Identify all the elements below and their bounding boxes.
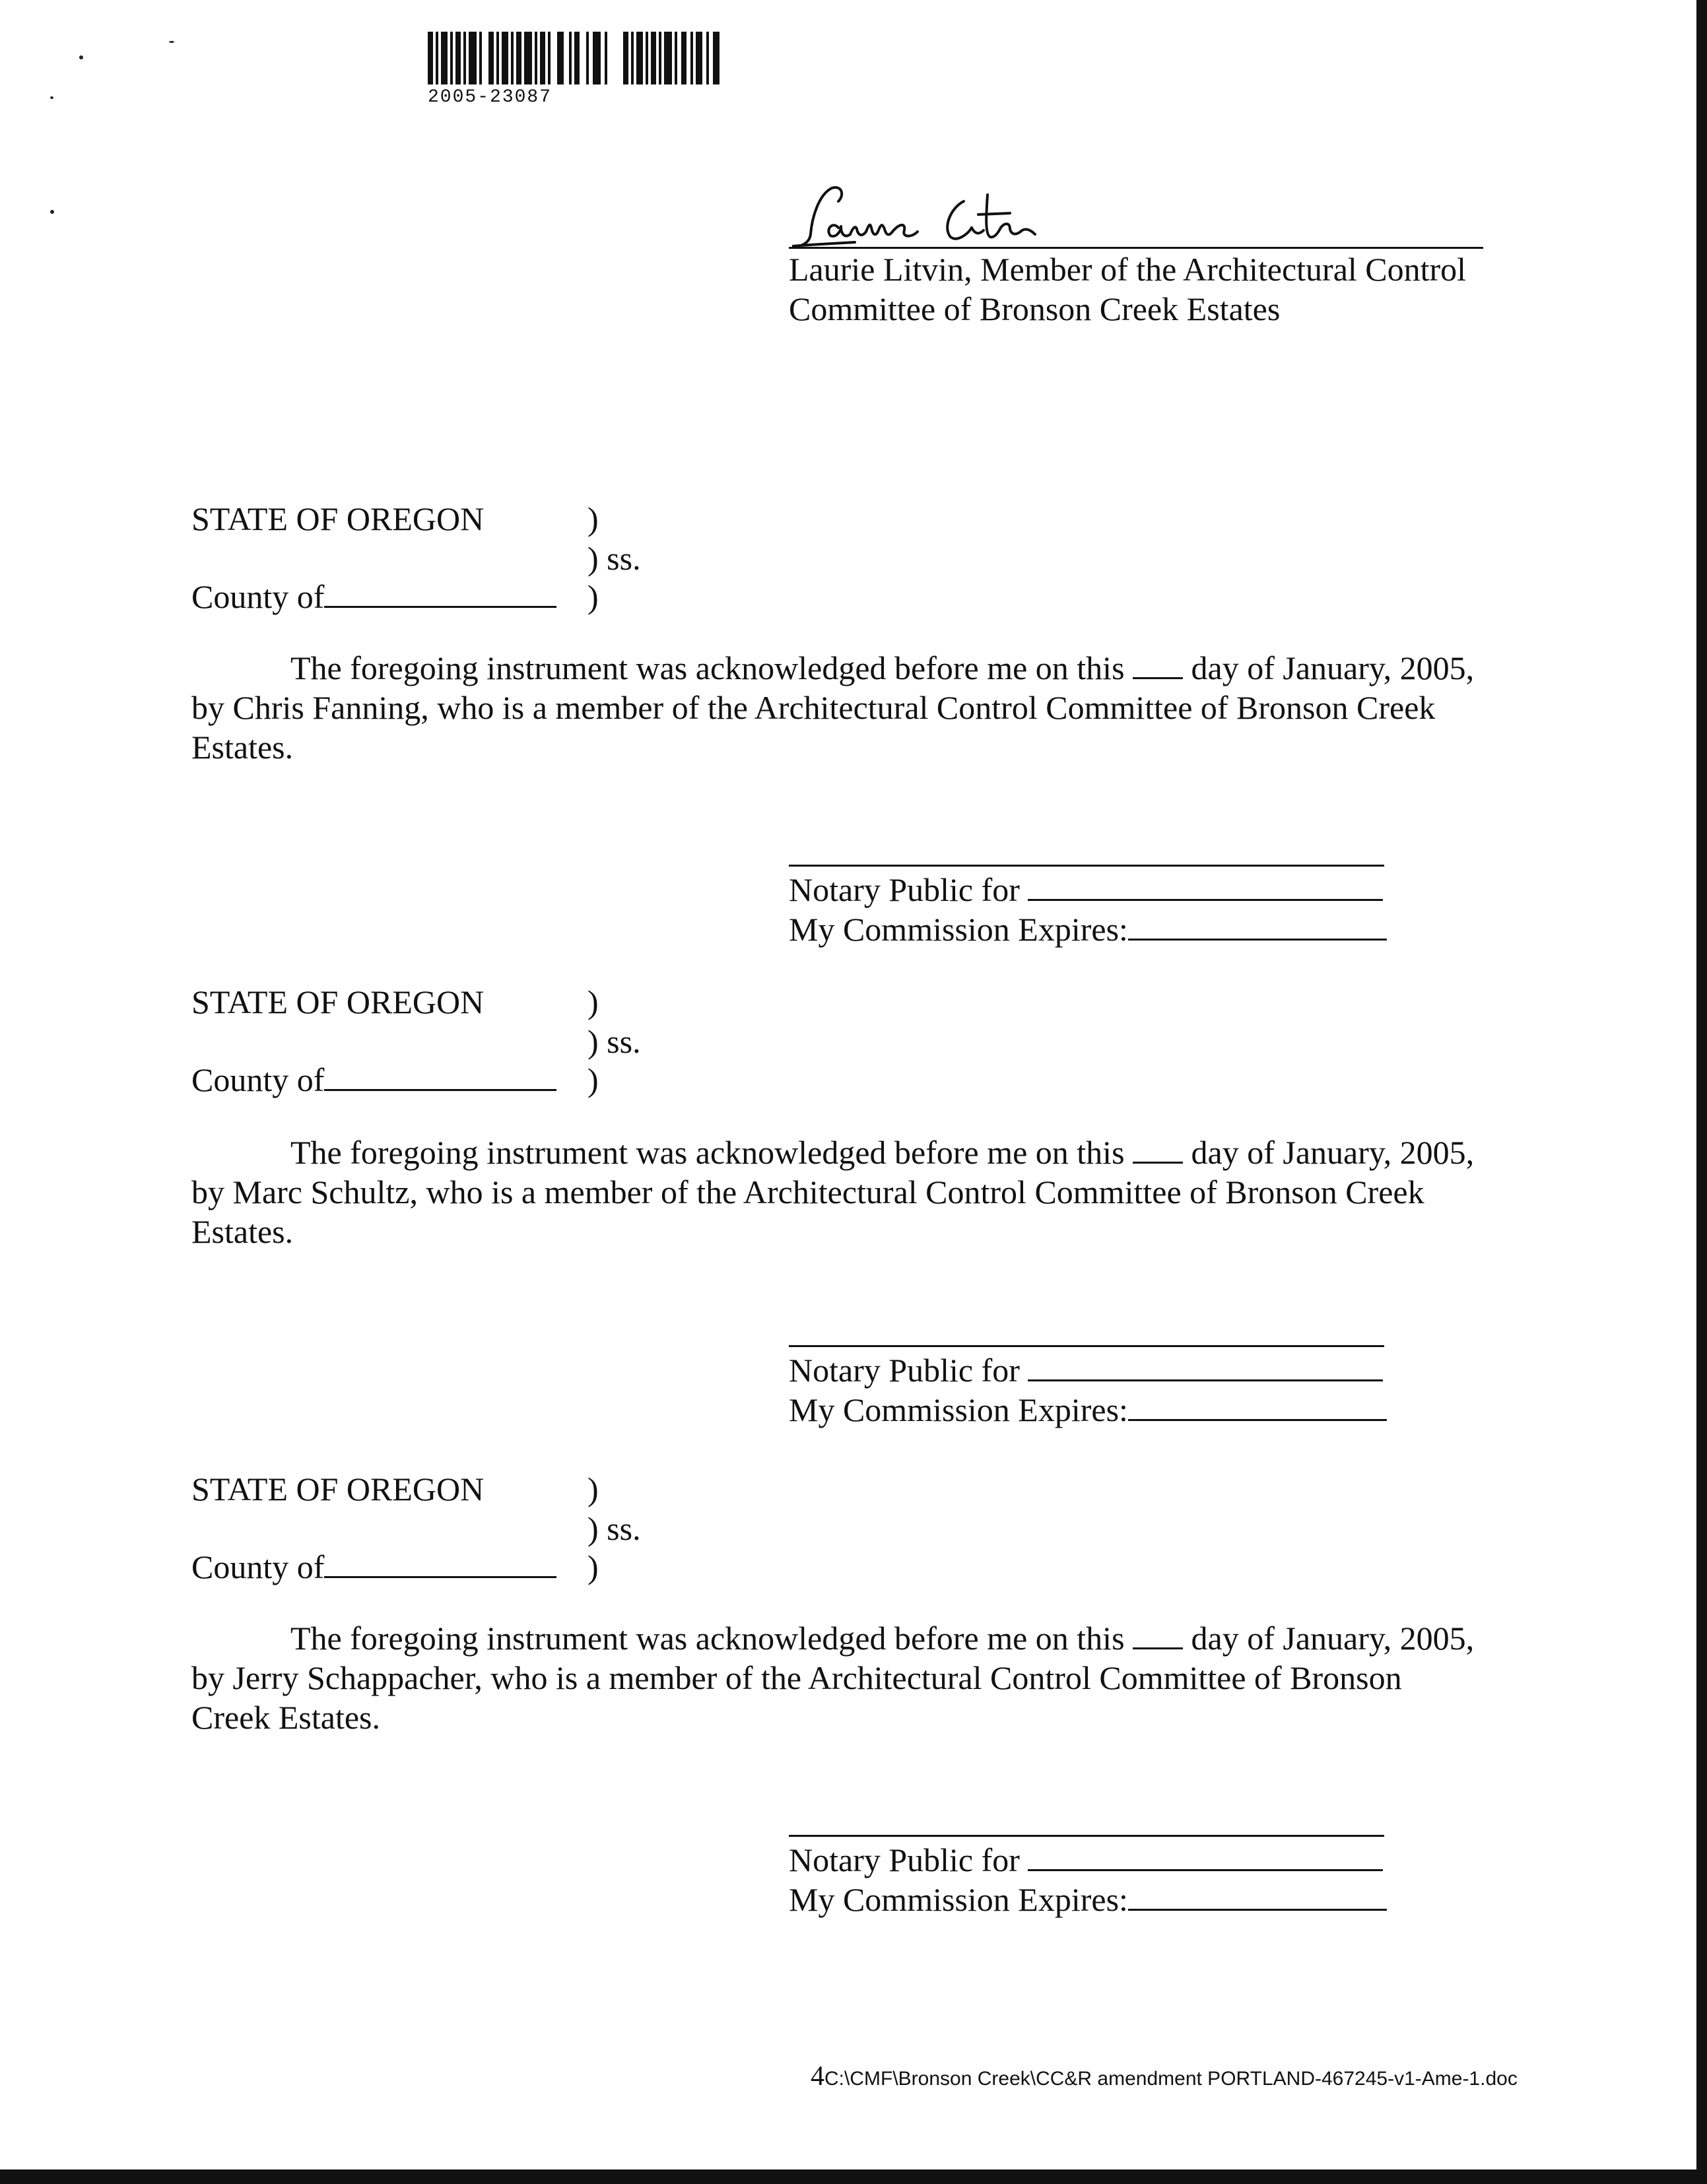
- acknowledgment-line-2: by Chris Fanning, who is a member of the Architectural Control Committee of Bronson Creek: [191, 689, 1436, 726]
- venue-paren: ): [587, 578, 599, 615]
- commission-blank: [1128, 1393, 1387, 1421]
- notary-signature-line: [789, 1345, 1384, 1347]
- venue-paren: ): [587, 1548, 599, 1585]
- venue-county-label: County of: [191, 1061, 325, 1098]
- notary-state-blank: [1028, 1843, 1383, 1871]
- venue-county: [191, 1060, 556, 1100]
- barcode-icon: [428, 32, 725, 95]
- venue-county: [191, 577, 556, 616]
- scan-speck: [169, 41, 174, 43]
- scan-speck: [79, 55, 83, 59]
- acknowledgment-line-1: The foregoing instrument was acknowledged before me on this day of January, 2005,: [290, 649, 1475, 686]
- notary-public-for: Notary Public for: [789, 870, 1383, 910]
- venue-county: [191, 1547, 556, 1587]
- venue-county-label: County of: [191, 578, 325, 615]
- acknowledgment-line-2: by Jerry Schappacher, who is a member of the Architectural Control Committee of Bronson: [191, 1659, 1402, 1696]
- venue-paren: ): [587, 1061, 599, 1098]
- acknowledgment-paragraph: [191, 648, 1485, 767]
- notary-public-for: Notary Public for: [789, 1350, 1383, 1390]
- venue-paren: ): [587, 983, 599, 1020]
- scan-speck: [50, 96, 53, 99]
- venue-paren: ): [587, 1471, 599, 1507]
- document-footer: [811, 2061, 1518, 2092]
- page-number: 4: [811, 2061, 824, 2092]
- venue-county-label: County of: [191, 1548, 325, 1585]
- notary-commission: My Commission Expires:: [789, 910, 1387, 949]
- venue-ss: ) ss.: [587, 1510, 641, 1547]
- venue-ss: ) ss.: [587, 540, 641, 577]
- commission-blank: [1128, 1882, 1387, 1911]
- venue-ss: ) ss.: [587, 1023, 641, 1060]
- county-blank: [324, 1063, 556, 1091]
- acknowledgment-line-1: The foregoing instrument was acknowledged before me on this day of January, 2005,: [290, 1620, 1475, 1657]
- acknowledgment-line-1: The foregoing instrument was acknowledged before me on this day of January, 2005,: [290, 1134, 1475, 1171]
- signature-line: [789, 247, 1483, 249]
- county-blank: [324, 579, 556, 608]
- acknowledgment-line-2: by Marc Schultz, who is a member of the Architectural Control Committee of Bronson Creek: [191, 1174, 1424, 1210]
- county-blank: [324, 1550, 556, 1578]
- day-blank: [1133, 1621, 1183, 1649]
- venue-state: STATE OF OREGON: [191, 1471, 485, 1507]
- venue-paren: ): [587, 500, 599, 537]
- day-blank: [1133, 651, 1183, 679]
- file-path: C:\CMF\Bronson Creek\CC&R amendment PORTLAND-467245-v1-Ame-1.doc: [824, 2068, 1518, 2090]
- notary-signature-line: [789, 865, 1384, 867]
- venue-state: STATE OF OREGON: [191, 500, 485, 537]
- signatory-line-2: Committee of Bronson Creek Estates: [789, 290, 1281, 327]
- acknowledgment-paragraph: [191, 1618, 1485, 1737]
- notary-state-blank: [1028, 1353, 1383, 1381]
- notary-state-blank: [1028, 873, 1383, 901]
- notary-commission: My Commission Expires:: [789, 1390, 1387, 1430]
- barcode-number: 2005-23087: [428, 87, 552, 108]
- day-blank: [1133, 1135, 1183, 1164]
- acknowledgment-paragraph: [191, 1133, 1485, 1251]
- signatory-line-1: Laurie Litvin, Member of the Architectural Control: [789, 251, 1467, 288]
- acknowledgment-line-3: Estates.: [191, 1213, 294, 1250]
- notary-commission: My Commission Expires:: [789, 1880, 1387, 1919]
- acknowledgment-line-3: Estates.: [191, 729, 294, 766]
- signature-image: [792, 182, 1135, 254]
- venue-state: STATE OF OREGON: [191, 983, 485, 1020]
- commission-blank: [1128, 912, 1387, 941]
- notary-signature-line: [789, 1835, 1384, 1837]
- acknowledgment-line-3: Creek Estates.: [191, 1699, 381, 1736]
- notary-public-for: Notary Public for: [789, 1840, 1383, 1880]
- scan-speck: [50, 210, 54, 214]
